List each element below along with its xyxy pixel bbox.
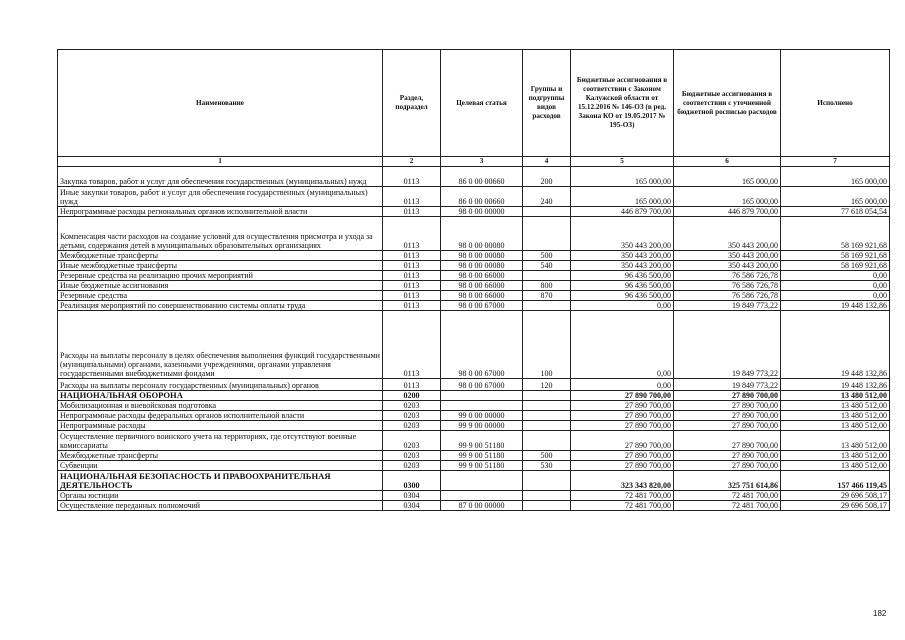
row-group bbox=[523, 217, 571, 251]
row-executed-amount: 165 000,00 bbox=[781, 167, 890, 187]
row-section: 0203 bbox=[383, 451, 441, 461]
row-group: 200 bbox=[523, 167, 571, 187]
column-number: 7 bbox=[781, 157, 890, 167]
row-group: 500 bbox=[523, 451, 571, 461]
row-refined-amount: 165 000,00 bbox=[674, 187, 781, 207]
row-executed-amount: 77 618 054,54 bbox=[781, 207, 890, 217]
row-executed-amount: 19 448 132,86 bbox=[781, 379, 890, 391]
table-row bbox=[58, 291, 890, 301]
row-executed-amount: 13 480 512,00 bbox=[781, 401, 890, 411]
row-law-amount: 96 436 500,00 bbox=[571, 281, 674, 291]
row-refined-amount: 350 443 200,00 bbox=[674, 261, 781, 271]
table-row bbox=[58, 281, 890, 291]
row-group bbox=[523, 391, 571, 401]
row-refined-amount: 27 890 700,00 bbox=[674, 451, 781, 461]
row-name: Расходы на выплаты персоналу в целях обеспечения выполнения функций государственными (муниципальными) органами, казенными учреждениями, органами управления государственными внебюджетными фондами bbox=[58, 311, 383, 379]
row-group: 870 bbox=[523, 291, 571, 301]
row-group bbox=[523, 501, 571, 511]
row-target: 99 9 00 51180 bbox=[441, 431, 523, 451]
header-law: Бюджетные ассигнования в соответствии с Законом Калужской области от 15.12.2016 № 146-ОЗ (в ред. Закона КО от 19.05.2017 № 195-ОЗ) bbox=[571, 50, 674, 157]
row-law-amount: 27 890 700,00 bbox=[571, 451, 674, 461]
row-executed-amount: 0,00 bbox=[781, 281, 890, 291]
table-row bbox=[58, 391, 890, 401]
row-target: 98 0 00 00080 bbox=[441, 261, 523, 271]
row-target: 99 9 00 00000 bbox=[441, 421, 523, 431]
row-executed-amount: 157 466 119,45 bbox=[781, 471, 890, 491]
row-law-amount: 27 890 700,00 bbox=[571, 431, 674, 451]
row-executed-amount: 0,00 bbox=[781, 291, 890, 301]
row-target: 98 0 00 00080 bbox=[441, 251, 523, 261]
header-row bbox=[58, 50, 890, 157]
table-row bbox=[58, 207, 890, 217]
row-section: 0304 bbox=[383, 501, 441, 511]
row-law-amount: 27 890 700,00 bbox=[571, 461, 674, 471]
row-refined-amount: 27 890 700,00 bbox=[674, 411, 781, 421]
row-law-amount: 27 890 700,00 bbox=[571, 411, 674, 421]
row-target bbox=[441, 491, 523, 501]
row-target: 86 0 00 00660 bbox=[441, 187, 523, 207]
row-law-amount: 27 890 700,00 bbox=[571, 391, 674, 401]
row-target: 98 0 00 66000 bbox=[441, 281, 523, 291]
row-name: Межбюджетные трансферты bbox=[58, 451, 383, 461]
column-number: 3 bbox=[441, 157, 523, 167]
row-name: Непрограммные расходы федеральных органов исполнительной власти bbox=[58, 411, 383, 421]
row-section: 0203 bbox=[383, 401, 441, 411]
row-group bbox=[523, 421, 571, 431]
row-refined-amount: 72 481 700,00 bbox=[674, 501, 781, 511]
table-row bbox=[58, 251, 890, 261]
row-name: Иные межбюджетные трансферты bbox=[58, 261, 383, 271]
row-law-amount: 27 890 700,00 bbox=[571, 401, 674, 411]
row-section: 0113 bbox=[383, 311, 441, 379]
row-name: Органы юстиции bbox=[58, 491, 383, 501]
row-name: НАЦИОНАЛЬНАЯ БЕЗОПАСНОСТЬ И ПРАВООХРАНИТЕЛЬНАЯ ДЕЯТЕЛЬНОСТЬ bbox=[58, 471, 383, 491]
row-law-amount: 0,00 bbox=[571, 301, 674, 311]
row-section: 0203 bbox=[383, 461, 441, 471]
table-row bbox=[58, 501, 890, 511]
row-executed-amount: 29 696 508,17 bbox=[781, 491, 890, 501]
row-executed-amount: 13 480 512,00 bbox=[781, 431, 890, 451]
row-law-amount: 96 436 500,00 bbox=[571, 291, 674, 301]
table-row bbox=[58, 261, 890, 271]
row-section: 0304 bbox=[383, 491, 441, 501]
row-refined-amount: 19 849 773,22 bbox=[674, 301, 781, 311]
row-section: 0113 bbox=[383, 379, 441, 391]
row-section: 0200 bbox=[383, 391, 441, 401]
row-law-amount: 72 481 700,00 bbox=[571, 501, 674, 511]
row-executed-amount: 13 480 512,00 bbox=[781, 461, 890, 471]
column-number: 2 bbox=[383, 157, 441, 167]
table-row bbox=[58, 301, 890, 311]
row-executed-amount: 0,00 bbox=[781, 271, 890, 281]
header-groups: Группы и подгруппы видов расходов bbox=[523, 50, 571, 157]
row-name: Закупка товаров, работ и услуг для обеспечения государственных (муниципальных) нужд bbox=[58, 167, 383, 187]
row-section: 0300 bbox=[383, 471, 441, 491]
row-target: 98 0 00 66000 bbox=[441, 291, 523, 301]
row-target bbox=[441, 471, 523, 491]
row-section: 0203 bbox=[383, 421, 441, 431]
row-section: 0113 bbox=[383, 207, 441, 217]
row-section: 0113 bbox=[383, 251, 441, 261]
row-law-amount: 350 443 200,00 bbox=[571, 217, 674, 251]
table-row bbox=[58, 451, 890, 461]
row-executed-amount: 13 480 512,00 bbox=[781, 421, 890, 431]
table-row bbox=[58, 491, 890, 501]
row-target: 98 0 00 00080 bbox=[441, 217, 523, 251]
row-refined-amount: 76 586 726,78 bbox=[674, 281, 781, 291]
row-executed-amount: 58 169 921,68 bbox=[781, 261, 890, 271]
row-section: 0113 bbox=[383, 187, 441, 207]
row-section: 0113 bbox=[383, 281, 441, 291]
table-row bbox=[58, 187, 890, 207]
row-name: Иные бюджетные ассигнования bbox=[58, 281, 383, 291]
table-row bbox=[58, 471, 890, 491]
row-executed-amount: 19 448 132,86 bbox=[781, 311, 890, 379]
row-executed-amount: 58 169 921,68 bbox=[781, 251, 890, 261]
row-executed-amount: 13 480 512,00 bbox=[781, 411, 890, 421]
column-number: 4 bbox=[523, 157, 571, 167]
row-refined-amount: 27 890 700,00 bbox=[674, 391, 781, 401]
row-refined-amount: 19 849 773,22 bbox=[674, 379, 781, 391]
row-group: 120 bbox=[523, 379, 571, 391]
row-target: 98 0 00 67000 bbox=[441, 311, 523, 379]
header-refined: Бюджетные ассигнования в соответствии с уточненной бюджетной росписью расходов bbox=[674, 50, 781, 157]
row-name: Иные закупки товаров, работ и услуг для обеспечения государственных (муниципальных) нужд bbox=[58, 187, 383, 207]
row-target: 98 0 00 00000 bbox=[441, 207, 523, 217]
row-refined-amount: 325 751 614,86 bbox=[674, 471, 781, 491]
table-row bbox=[58, 431, 890, 451]
row-law-amount: 323 343 820,00 bbox=[571, 471, 674, 491]
row-executed-amount: 165 000,00 bbox=[781, 187, 890, 207]
row-executed-amount: 29 696 508,17 bbox=[781, 501, 890, 511]
row-refined-amount: 27 890 700,00 bbox=[674, 431, 781, 451]
row-group: 240 bbox=[523, 187, 571, 207]
row-target: 98 0 00 67000 bbox=[441, 379, 523, 391]
table-row bbox=[58, 411, 890, 421]
row-target bbox=[441, 391, 523, 401]
column-number: 5 bbox=[571, 157, 674, 167]
row-group: 540 bbox=[523, 261, 571, 271]
row-refined-amount: 76 586 726,78 bbox=[674, 291, 781, 301]
row-refined-amount: 72 481 700,00 bbox=[674, 491, 781, 501]
row-group bbox=[523, 207, 571, 217]
table-row bbox=[58, 271, 890, 281]
row-law-amount: 446 879 700,00 bbox=[571, 207, 674, 217]
row-name: Непрограммные расходы bbox=[58, 421, 383, 431]
column-number-row bbox=[58, 157, 890, 167]
row-refined-amount: 350 443 200,00 bbox=[674, 251, 781, 261]
table-row bbox=[58, 167, 890, 187]
row-name: Реализация мероприятий по совершенствованию системы оплаты труда bbox=[58, 301, 383, 311]
page-number: 182 bbox=[873, 609, 887, 618]
table-row bbox=[58, 401, 890, 411]
row-group bbox=[523, 491, 571, 501]
row-group: 500 bbox=[523, 251, 571, 261]
row-refined-amount: 27 890 700,00 bbox=[674, 401, 781, 411]
table-row bbox=[58, 217, 890, 251]
row-name: Расходы на выплаты персоналу государственных (муниципальных) органов bbox=[58, 379, 383, 391]
row-section: 0113 bbox=[383, 261, 441, 271]
header-section: Раздел, подраздел bbox=[383, 50, 441, 157]
row-name: Мобилизационная и вневойсковая подготовка bbox=[58, 401, 383, 411]
table-body bbox=[58, 167, 890, 511]
row-refined-amount: 446 879 700,00 bbox=[674, 207, 781, 217]
row-section: 0203 bbox=[383, 431, 441, 451]
row-law-amount: 72 481 700,00 bbox=[571, 491, 674, 501]
row-name: Компенсация части расходов на создание условий для осуществления присмотра и ухода за детьми, содержания детей в муниципальных образовательных организациях bbox=[58, 217, 383, 251]
column-number: 1 bbox=[58, 157, 383, 167]
row-refined-amount: 76 586 726,78 bbox=[674, 271, 781, 281]
row-target: 99 9 00 51180 bbox=[441, 461, 523, 471]
table-row bbox=[58, 311, 890, 379]
row-law-amount: 350 443 200,00 bbox=[571, 251, 674, 261]
row-name: Межбюджетные трансферты bbox=[58, 251, 383, 261]
budget-table bbox=[57, 49, 890, 511]
table-row bbox=[58, 379, 890, 391]
row-group bbox=[523, 411, 571, 421]
header-name: Наименование bbox=[58, 50, 383, 157]
row-name: Резервные средства bbox=[58, 291, 383, 301]
row-law-amount: 0,00 bbox=[571, 379, 674, 391]
row-law-amount: 96 436 500,00 bbox=[571, 271, 674, 281]
row-group bbox=[523, 271, 571, 281]
table-row bbox=[58, 421, 890, 431]
row-executed-amount: 19 448 132,86 bbox=[781, 301, 890, 311]
row-section: 0113 bbox=[383, 291, 441, 301]
row-law-amount: 0,00 bbox=[571, 311, 674, 379]
row-executed-amount: 13 480 512,00 bbox=[781, 391, 890, 401]
row-section: 0113 bbox=[383, 301, 441, 311]
row-target: 86 0 00 00660 bbox=[441, 167, 523, 187]
row-group: 800 bbox=[523, 281, 571, 291]
row-name: Субвенции bbox=[58, 461, 383, 471]
header-executed: Исполнено bbox=[781, 50, 890, 157]
row-executed-amount: 13 480 512,00 bbox=[781, 451, 890, 461]
row-refined-amount: 19 849 773,22 bbox=[674, 311, 781, 379]
row-section: 0203 bbox=[383, 411, 441, 421]
row-group bbox=[523, 431, 571, 451]
row-name: Осуществление переданных полномочий bbox=[58, 501, 383, 511]
row-target: 99 0 00 00000 bbox=[441, 411, 523, 421]
row-law-amount: 350 443 200,00 bbox=[571, 261, 674, 271]
table-row bbox=[58, 461, 890, 471]
row-group: 100 bbox=[523, 311, 571, 379]
row-refined-amount: 165 000,00 bbox=[674, 167, 781, 187]
row-section: 0113 bbox=[383, 167, 441, 187]
row-law-amount: 165 000,00 bbox=[571, 187, 674, 207]
header-target: Целевая статья bbox=[441, 50, 523, 157]
row-target: 98 0 00 66000 bbox=[441, 271, 523, 281]
row-name: Осуществление первичного воинского учета на территориях, где отсутствуют военные комиссариаты bbox=[58, 431, 383, 451]
row-target bbox=[441, 401, 523, 411]
row-name: Непрограммные расходы региональных органов исполнительной власти bbox=[58, 207, 383, 217]
column-number: 6 bbox=[674, 157, 781, 167]
row-section: 0113 bbox=[383, 217, 441, 251]
row-group bbox=[523, 471, 571, 491]
row-target: 87 0 00 00000 bbox=[441, 501, 523, 511]
row-refined-amount: 350 443 200,00 bbox=[674, 217, 781, 251]
row-refined-amount: 27 890 700,00 bbox=[674, 461, 781, 471]
row-target: 99 9 00 51180 bbox=[441, 451, 523, 461]
row-group bbox=[523, 401, 571, 411]
row-refined-amount: 27 890 700,00 bbox=[674, 421, 781, 431]
row-law-amount: 165 000,00 bbox=[571, 167, 674, 187]
row-name: НАЦИОНАЛЬНАЯ ОБОРОНА bbox=[58, 391, 383, 401]
row-law-amount: 27 890 700,00 bbox=[571, 421, 674, 431]
row-target: 98 0 00 67000 bbox=[441, 301, 523, 311]
row-section: 0113 bbox=[383, 271, 441, 281]
row-group: 530 bbox=[523, 461, 571, 471]
row-name: Резервные средства на реализацию прочих мероприятий bbox=[58, 271, 383, 281]
row-executed-amount: 58 169 921,68 bbox=[781, 217, 890, 251]
row-group bbox=[523, 301, 571, 311]
